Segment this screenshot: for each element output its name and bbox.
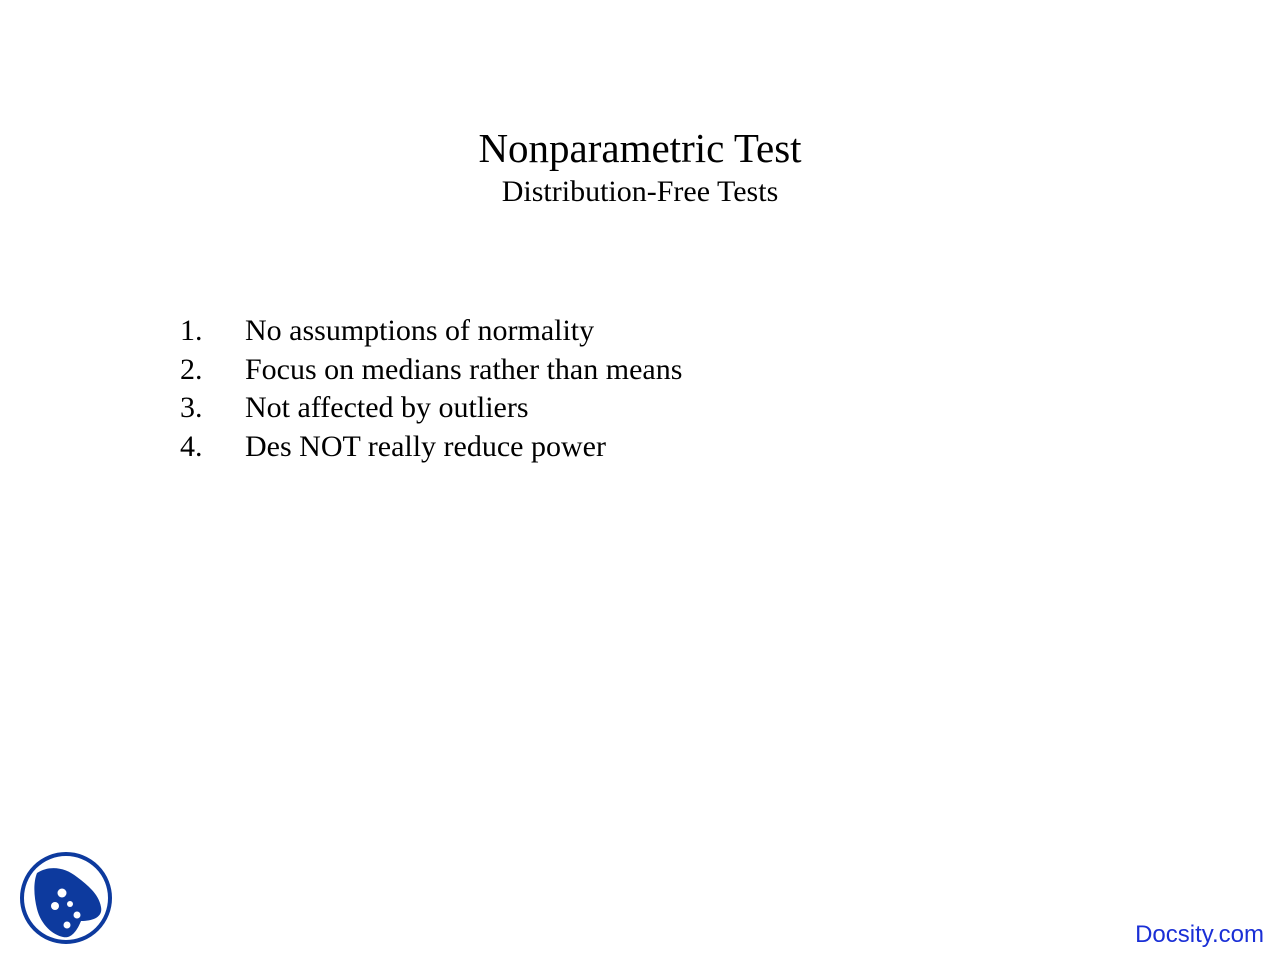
docsity-logo-icon [19,851,113,945]
list-item-number: 3. [180,391,203,424]
list-item-text: No assumptions of normality [245,314,595,347]
list-item [180,312,682,351]
list-item [180,351,682,390]
list-item [180,428,682,467]
bullet-list [180,312,682,466]
list-item-text: Focus on medians rather than means [245,352,683,386]
docsity-brand-link[interactable]: Docsity.com [1135,921,1264,948]
list-item [180,389,682,428]
list-item-number: 2. [180,352,203,386]
list-item-text: Des NOT really reduce power [245,429,606,463]
slide-title: Nonparametric Test [478,125,802,171]
list-item-number: 4. [180,429,203,463]
list-item-number: 1. [180,314,203,347]
list-item-text: Not affected by outliers [245,391,529,424]
slide-subtitle: Distribution-Free Tests [501,175,779,208]
